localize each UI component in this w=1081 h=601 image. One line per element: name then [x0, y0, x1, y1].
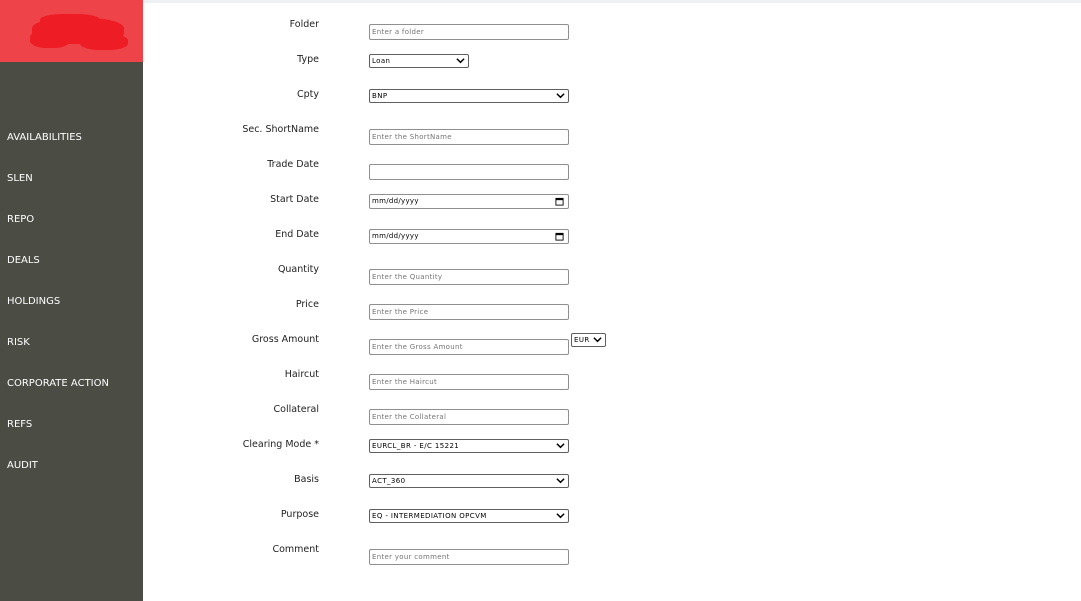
- start-date-input[interactable]: [369, 194, 569, 209]
- sidebar-item-repo[interactable]: REPO: [7, 214, 35, 225]
- quantity-input[interactable]: [369, 269, 569, 285]
- basis-select-value: ACT_360: [372, 477, 406, 485]
- chevron-down-icon: [456, 56, 465, 65]
- row-price: [143, 299, 1081, 319]
- haircut-label: Haircut: [284, 369, 319, 380]
- row-end-date: [143, 229, 1081, 249]
- comment-label: Comment: [272, 544, 319, 555]
- sidebar-item-audit[interactable]: AUDIT: [7, 460, 38, 471]
- sidebar-item-corporate-action[interactable]: CORPORATE ACTION: [7, 378, 109, 389]
- sidebar-item-availabilities[interactable]: AVAILABILITIES: [7, 132, 82, 143]
- type-select-value: Loan: [372, 57, 391, 65]
- row-folder: [143, 19, 1081, 39]
- start-date-value: mm/dd/yyyy: [372, 197, 419, 205]
- row-purpose: [143, 509, 1081, 529]
- end-date-label: End Date: [275, 229, 319, 240]
- currency-select-value: EUR: [574, 336, 590, 344]
- collateral-input[interactable]: [369, 409, 569, 425]
- type-label: Type: [297, 54, 319, 65]
- row-gross-amount: [143, 334, 1081, 354]
- calendar-icon[interactable]: [555, 232, 564, 241]
- quantity-label: Quantity: [277, 264, 319, 275]
- sidebar-item-risk[interactable]: RISK: [7, 337, 30, 348]
- row-clearing-mode: [143, 439, 1081, 459]
- logo[interactable]: [30, 14, 130, 52]
- row-basis: [143, 474, 1081, 494]
- purpose-select-value: EQ - INTERMEDIATION OPCVM: [372, 512, 487, 520]
- cpty-select[interactable]: [369, 89, 569, 103]
- chevron-down-icon: [556, 441, 565, 450]
- row-short-name: [143, 124, 1081, 144]
- short-name-input[interactable]: [369, 129, 569, 145]
- purpose-label: Purpose: [280, 509, 319, 520]
- sidebar-nav: [0, 121, 143, 490]
- chevron-down-icon: [556, 511, 565, 520]
- trade-date-label: Trade Date: [267, 159, 319, 170]
- row-cpty: [143, 89, 1081, 109]
- short-name-label: Sec. ShortName: [242, 124, 319, 135]
- brand-header: [0, 0, 143, 62]
- purpose-select[interactable]: [369, 509, 569, 523]
- row-comment: [143, 544, 1081, 564]
- sidebar-item-refs[interactable]: REFS: [7, 419, 33, 430]
- sidebar-item-deals[interactable]: DEALS: [7, 255, 40, 266]
- trade-date-input[interactable]: [369, 164, 569, 180]
- row-start-date: [143, 194, 1081, 214]
- folder-label: Folder: [289, 19, 319, 30]
- sidebar-item-slen[interactable]: SLEN: [7, 173, 33, 184]
- basis-label: Basis: [294, 474, 319, 485]
- cpty-label: Cpty: [296, 89, 319, 100]
- row-quantity: [143, 264, 1081, 284]
- sidebar: [0, 0, 143, 601]
- price-label: Price: [295, 299, 319, 310]
- sidebar-item-holdings[interactable]: HOLDINGS: [7, 296, 61, 307]
- cpty-select-value: BNP: [372, 92, 388, 100]
- row-haircut: [143, 369, 1081, 389]
- clearing-mode-select-value: EURCL_BR - E/C 15221: [372, 442, 460, 450]
- folder-input[interactable]: [369, 24, 569, 40]
- gross-amount-input[interactable]: [369, 339, 569, 355]
- haircut-input[interactable]: [369, 374, 569, 390]
- end-date-input[interactable]: [369, 229, 569, 244]
- gross-amount-label: Gross Amount: [251, 334, 319, 345]
- start-date-label: Start Date: [270, 194, 319, 205]
- collateral-label: Collateral: [273, 404, 319, 415]
- comment-input[interactable]: [369, 549, 569, 565]
- clearing-mode-label: Clearing Mode *: [242, 439, 319, 450]
- currency-select[interactable]: [571, 333, 606, 347]
- end-date-value: mm/dd/yyyy: [372, 232, 419, 240]
- chevron-down-icon: [556, 476, 565, 485]
- row-trade-date: [143, 159, 1081, 179]
- type-select[interactable]: [369, 54, 469, 68]
- chevron-down-icon: [593, 335, 602, 344]
- chevron-down-icon: [556, 91, 565, 100]
- row-collateral: [143, 404, 1081, 424]
- calendar-icon[interactable]: [555, 197, 564, 206]
- top-border: [143, 0, 1081, 3]
- row-type: [143, 54, 1081, 74]
- basis-select[interactable]: [369, 474, 569, 488]
- clearing-mode-select[interactable]: [369, 439, 569, 453]
- price-input[interactable]: [369, 304, 569, 320]
